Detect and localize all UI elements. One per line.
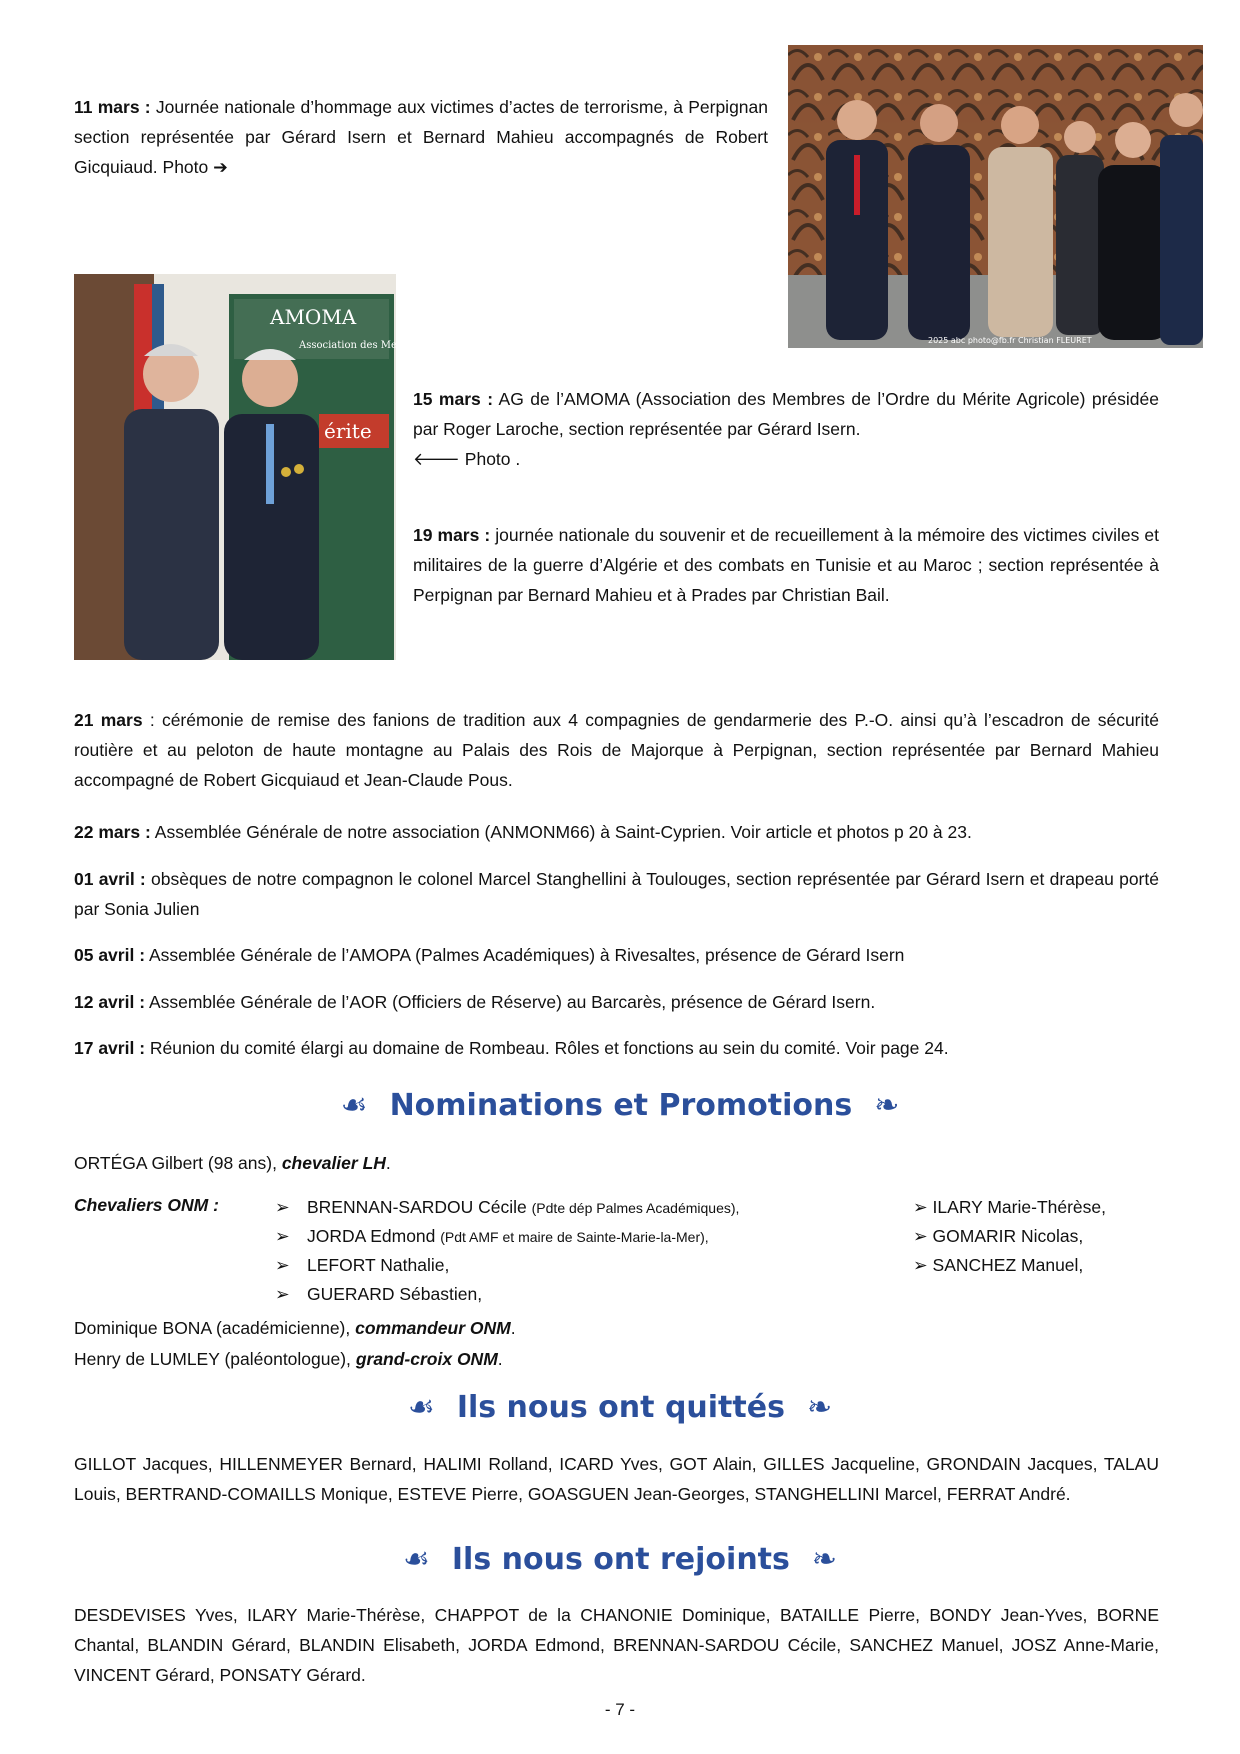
event-text: Réunion du comité élargi au domaine de Rombeau. Rôles et fonctions au sein du comité. Voir page 24. [149, 1038, 949, 1058]
arrow-bullet-icon: ➢ [913, 1255, 928, 1275]
arrow-bullet-icon: ➢ [275, 1226, 290, 1246]
event-date: 05 avril : [74, 945, 146, 965]
amoma-banner-sub: Association des Membres de l’Ordre du Mérite Agricole [299, 340, 583, 351]
heading-quittes [0, 1390, 1240, 1425]
event-text: : cérémonie de remise des fanions de tradition aux 4 compagnies de gendarmerie des P.-O. ainsi qu’à l’escadron de sécurité routière et au peloton de haute montagne au Palais des Rois de Majorque à Perpignan, section représentée par Bernard Mahieu accompagné de Robert Gicquiaud et Jean-Claude Pous. [74, 710, 1159, 790]
event-date: 21 mars [74, 710, 143, 730]
list-item: ➢ SANCHEZ Manuel, [913, 1255, 1084, 1275]
heading-text: Nominations et Promotions [389, 1088, 853, 1123]
heading-text: Ils nous ont quittés [456, 1390, 785, 1425]
event-01-avril [74, 864, 1159, 924]
event-12-avril [74, 987, 1159, 1017]
event-date: 01 avril : [74, 869, 146, 889]
event-text: Assemblée Générale de notre association (ANMONM66) à Saint-Cyprien. Voir article et photos p 20 à 23. [154, 822, 972, 842]
page-number: - 7 - [604, 1700, 636, 1719]
event-text: obsèques de notre compagnon le colonel Marcel Stanghellini à Toulouges, section représentée par Gérard Isern et drapeau porté par Sonia Julien [74, 869, 1159, 919]
list-item: ➢ BRENNAN-SARDOU Cécile (Pdte dép Palmes Académiques), [275, 1192, 739, 1223]
nomination-bona: Dominique BONA (académicienne), commandeur ONM. [74, 1318, 516, 1338]
event-date: 12 avril : [74, 992, 146, 1012]
event-05-avril [74, 940, 1159, 970]
event-date: 15 mars : [413, 389, 494, 409]
event-text: AG de l’AMOMA (Association des Membres de l’Ordre du Mérite Agricole) présidée par Roger Laroche, section représentée par Gérard Isern. [413, 389, 1159, 439]
rejoints-list: DESDEVISES Yves, ILARY Marie-Thérèse, CHAPPOT de la CHANONIE Dominique, BATAILLE Pierre, BONDY Jean-Yves, BORNE Chantal, BLANDIN Gérard, BLANDIN Elisabeth, JORDA Edmond, BRENNAN-SARDOU Cécile, SANCHEZ Manuel, JOSZ Anne-Marie, VINCENT Gérard, PONSATY Gérard. [74, 1605, 1159, 1685]
ornament-right-icon: ❧ [874, 1088, 900, 1123]
event-text: Journée nationale d’hommage aux victimes d’actes de terrorisme, à Perpignan section représentée par Gérard Isern et Bernard Mahieu accompagnés de Robert Gicquiaud. Photo ➔ [74, 97, 769, 177]
heading-nominations [0, 1088, 1240, 1123]
ornament-right-icon: ❧ [811, 1542, 838, 1577]
amoma-banner-title: AMOMA [270, 305, 357, 329]
event-text: Assemblée Générale de l’AOR (Officiers de Réserve) au Barcarès, présence de Gérard Isern. [148, 992, 876, 1012]
photo-ceremony-group [788, 45, 1203, 348]
event-date: 22 mars : [74, 822, 151, 842]
chevaliers-label: Chevaliers ONM : [74, 1195, 219, 1215]
photo-ceremony-image [788, 45, 1203, 348]
event-11-mars [74, 92, 768, 182]
photo-credit: 2025 abc photo@fb.fr Christian FLEURET [928, 336, 1092, 345]
quittes-list: GILLOT Jacques, HILLENMEYER Bernard, HALIMI Rolland, ICARD Yves, GOT Alain, GILLES Jacqueline, GRONDAIN Jacques, TALAU Louis, BERTRAND-COMAILLS Monique, ESTEVE Pierre, GOASGUEN Jean-Georges, STANGHELLINI Marcel, FERRAT André. [74, 1454, 1159, 1504]
amoma-banner-merite: érite [324, 419, 372, 443]
list-item: ➢ ILARY Marie-Thérèse, [913, 1197, 1107, 1217]
event-date: 11 mars : [74, 97, 151, 117]
ornament-left-icon: ☙ [407, 1390, 435, 1425]
event-text: journée nationale du souvenir et de recueillement à la mémoire des victimes civiles et militaires de la guerre d’Algérie et des combats en Tunisie et au Maroc ; section représentée à Perpignan par Bernard Mahieu et à Prades par Christian Bail. [413, 525, 1159, 605]
arrow-bullet-icon: ➢ [275, 1284, 290, 1304]
list-item: ➢ GUERARD Sébastien, [275, 1279, 482, 1309]
arrow-bullet-icon: ➢ [275, 1197, 290, 1217]
event-22-mars [74, 817, 1159, 847]
ornament-right-icon: ❧ [806, 1390, 833, 1425]
event-date: 17 avril : [74, 1038, 146, 1058]
event-19-mars [413, 520, 1159, 610]
arrow-bullet-icon: ➢ [275, 1255, 290, 1275]
ornament-left-icon: ☙ [402, 1542, 430, 1577]
list-item: ➢ GOMARIR Nicolas, [913, 1226, 1084, 1246]
ornament-left-icon: ☙ [340, 1088, 368, 1123]
arrow-bullet-icon: ➢ [913, 1226, 928, 1246]
heading-rejoints [0, 1542, 1240, 1577]
nomination-ortega: ORTÉGA Gilbert (98 ans), chevalier LH. [74, 1153, 391, 1173]
arrow-bullet-icon: ➢ [913, 1197, 928, 1217]
nomination-lumley: Henry de LUMLEY (paléontologue), grand-croix ONM. [74, 1349, 503, 1369]
photo-arrow-label: 🡐 Photo . [413, 449, 521, 469]
heading-text: Ils nous ont rejoints [451, 1542, 790, 1577]
event-17-avril [74, 1033, 1159, 1063]
event-date: 19 mars : [413, 525, 491, 545]
event-text: Assemblée Générale de l’AMOPA (Palmes Académiques) à Rivesaltes, présence de Gérard Isern [148, 945, 905, 965]
event-21-mars [74, 705, 1159, 795]
list-item: ➢ LEFORT Nathalie, [275, 1250, 449, 1280]
list-item: ➢ JORDA Edmond (Pdt AMF et maire de Sainte-Marie-la-Mer), [275, 1221, 709, 1252]
event-15-mars [413, 384, 1159, 474]
